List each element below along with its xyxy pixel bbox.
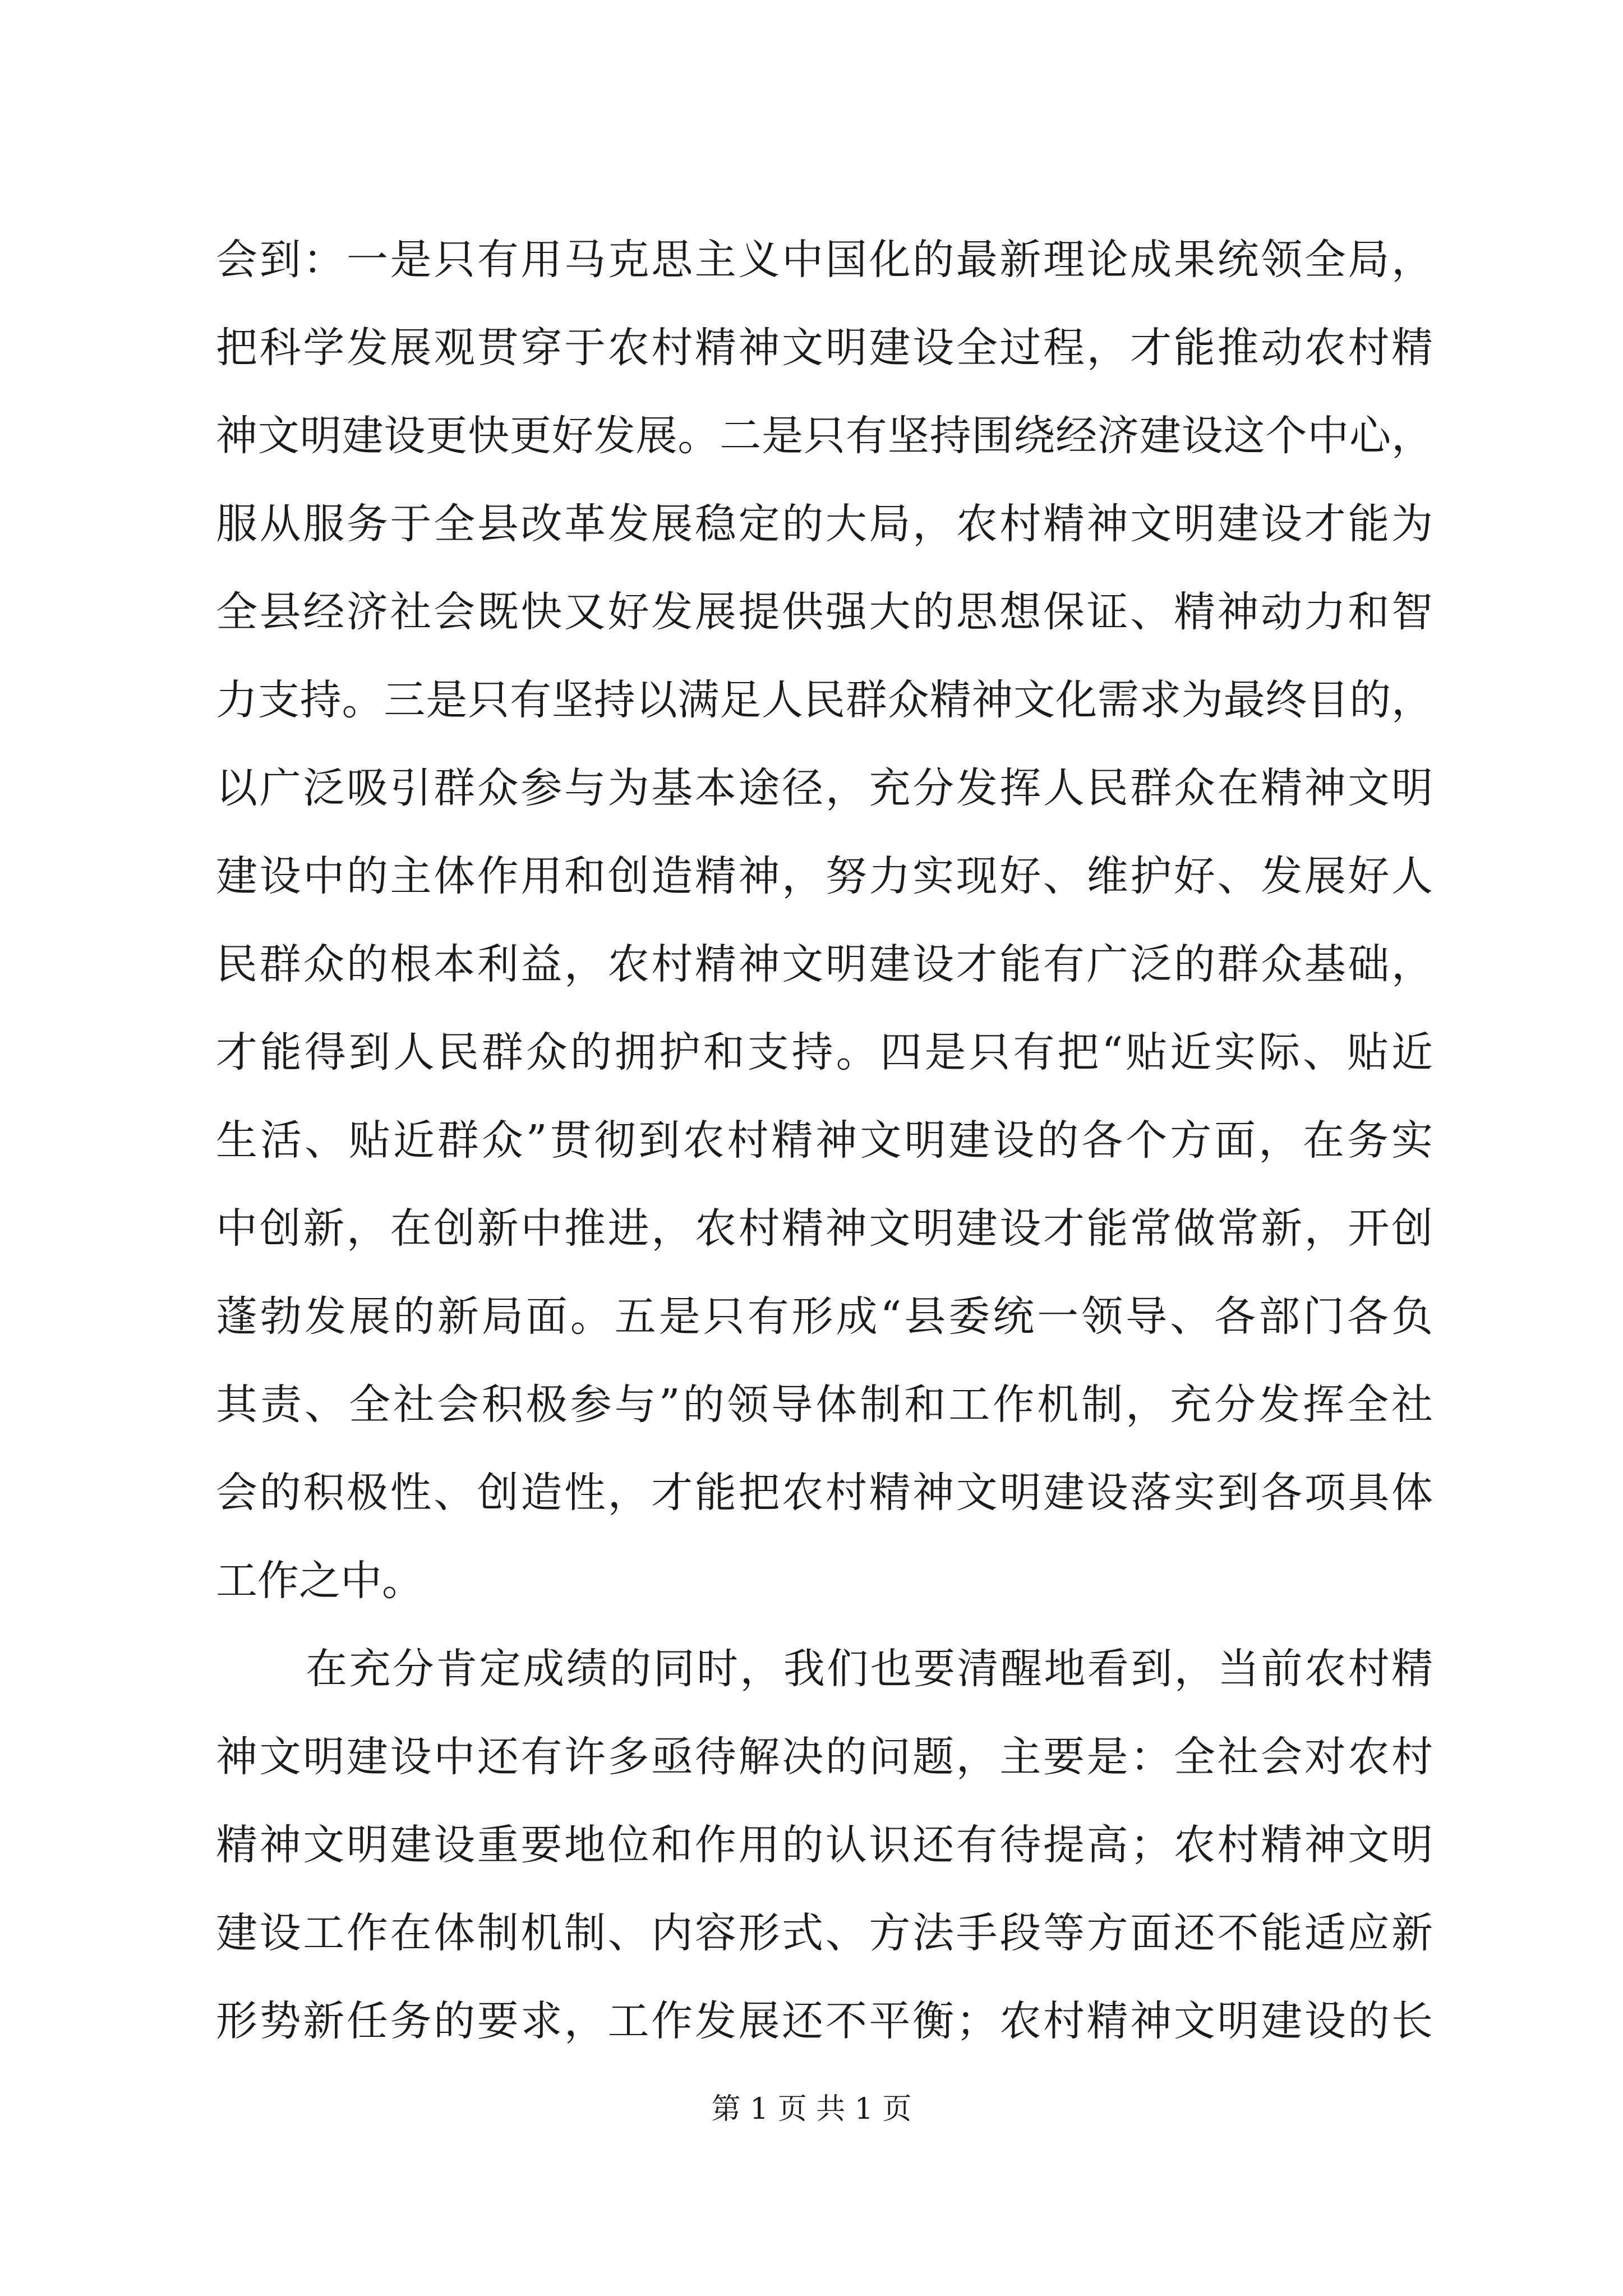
- paragraph-1: [216, 216, 1433, 1625]
- text-line: 服从服务于全县改革发展稳定的大局，农村精神文明建设才能为: [216, 500, 1433, 548]
- text-line: 在充分肯定成绩的同时，我们也要清醒地看到，当前农村精: [306, 1645, 1433, 1693]
- text-line: 会到：一是只有用马克思主义中国化的最新理论成果统领全局，: [216, 236, 1433, 284]
- text-line: 其责、全社会积极参与”的领导体制和工作机制，充分发挥全社: [216, 1381, 1433, 1429]
- page-footer: [0, 2090, 1623, 2129]
- text-line: 神文明建设中还有许多亟待解决的问题，主要是：全社会对农村: [216, 1733, 1433, 1781]
- paragraph-2: [216, 1625, 1433, 2065]
- text-line: 会的积极性、创造性，才能把农村精神文明建设落实到各项具体: [216, 1469, 1433, 1517]
- text-line: 蓬勃发展的新局面。五是只有形成“县委统一领导、各部门各负: [216, 1292, 1433, 1341]
- text-line: 建设中的主体作用和创造精神，努力实现好、维护好、发展好人: [216, 852, 1433, 900]
- text-line: 民群众的根本利益，农村精神文明建设才能有广泛的群众基础，: [216, 940, 1433, 988]
- text-line: 生活、贴近群众”贯彻到农村精神文明建设的各个方面，在务实: [216, 1116, 1433, 1165]
- text-line: 中创新，在创新中推进，农村精神文明建设才能常做常新，开创: [216, 1204, 1433, 1253]
- text-line: 以广泛吸引群众参与为基本途径，充分发挥人民群众在精神文明: [216, 764, 1433, 812]
- text-line: 力支持。三是只有坚持以满足人民群众精神文化需求为最终目的，: [216, 676, 1433, 724]
- text-line: 神文明建设更快更好发展。二是只有坚持围绕经济建设这个中心，: [216, 412, 1433, 460]
- page-number-label: 第 1 页 共 1 页: [711, 2092, 912, 2126]
- text-line: 全县经济社会既快又好发展提供强大的思想保证、精神动力和智: [216, 588, 1433, 636]
- text-line: 工作之中。: [216, 1557, 423, 1605]
- text-line: 形势新任务的要求，工作发展还不平衡；农村精神文明建设的长: [216, 1997, 1433, 2045]
- text-line: 才能得到人民群众的拥护和支持。四是只有把“贴近实际、贴近: [216, 1028, 1433, 1076]
- text-line: 建设工作在体制机制、内容形式、方法手段等方面还不能适应新: [216, 1909, 1433, 1957]
- text-line: 把科学发展观贯穿于农村精神文明建设全过程，才能推动农村精: [216, 324, 1433, 372]
- text-line: 精神文明建设重要地位和作用的认识还有待提高；农村精神文明: [216, 1821, 1433, 1869]
- document-body: [216, 216, 1433, 2065]
